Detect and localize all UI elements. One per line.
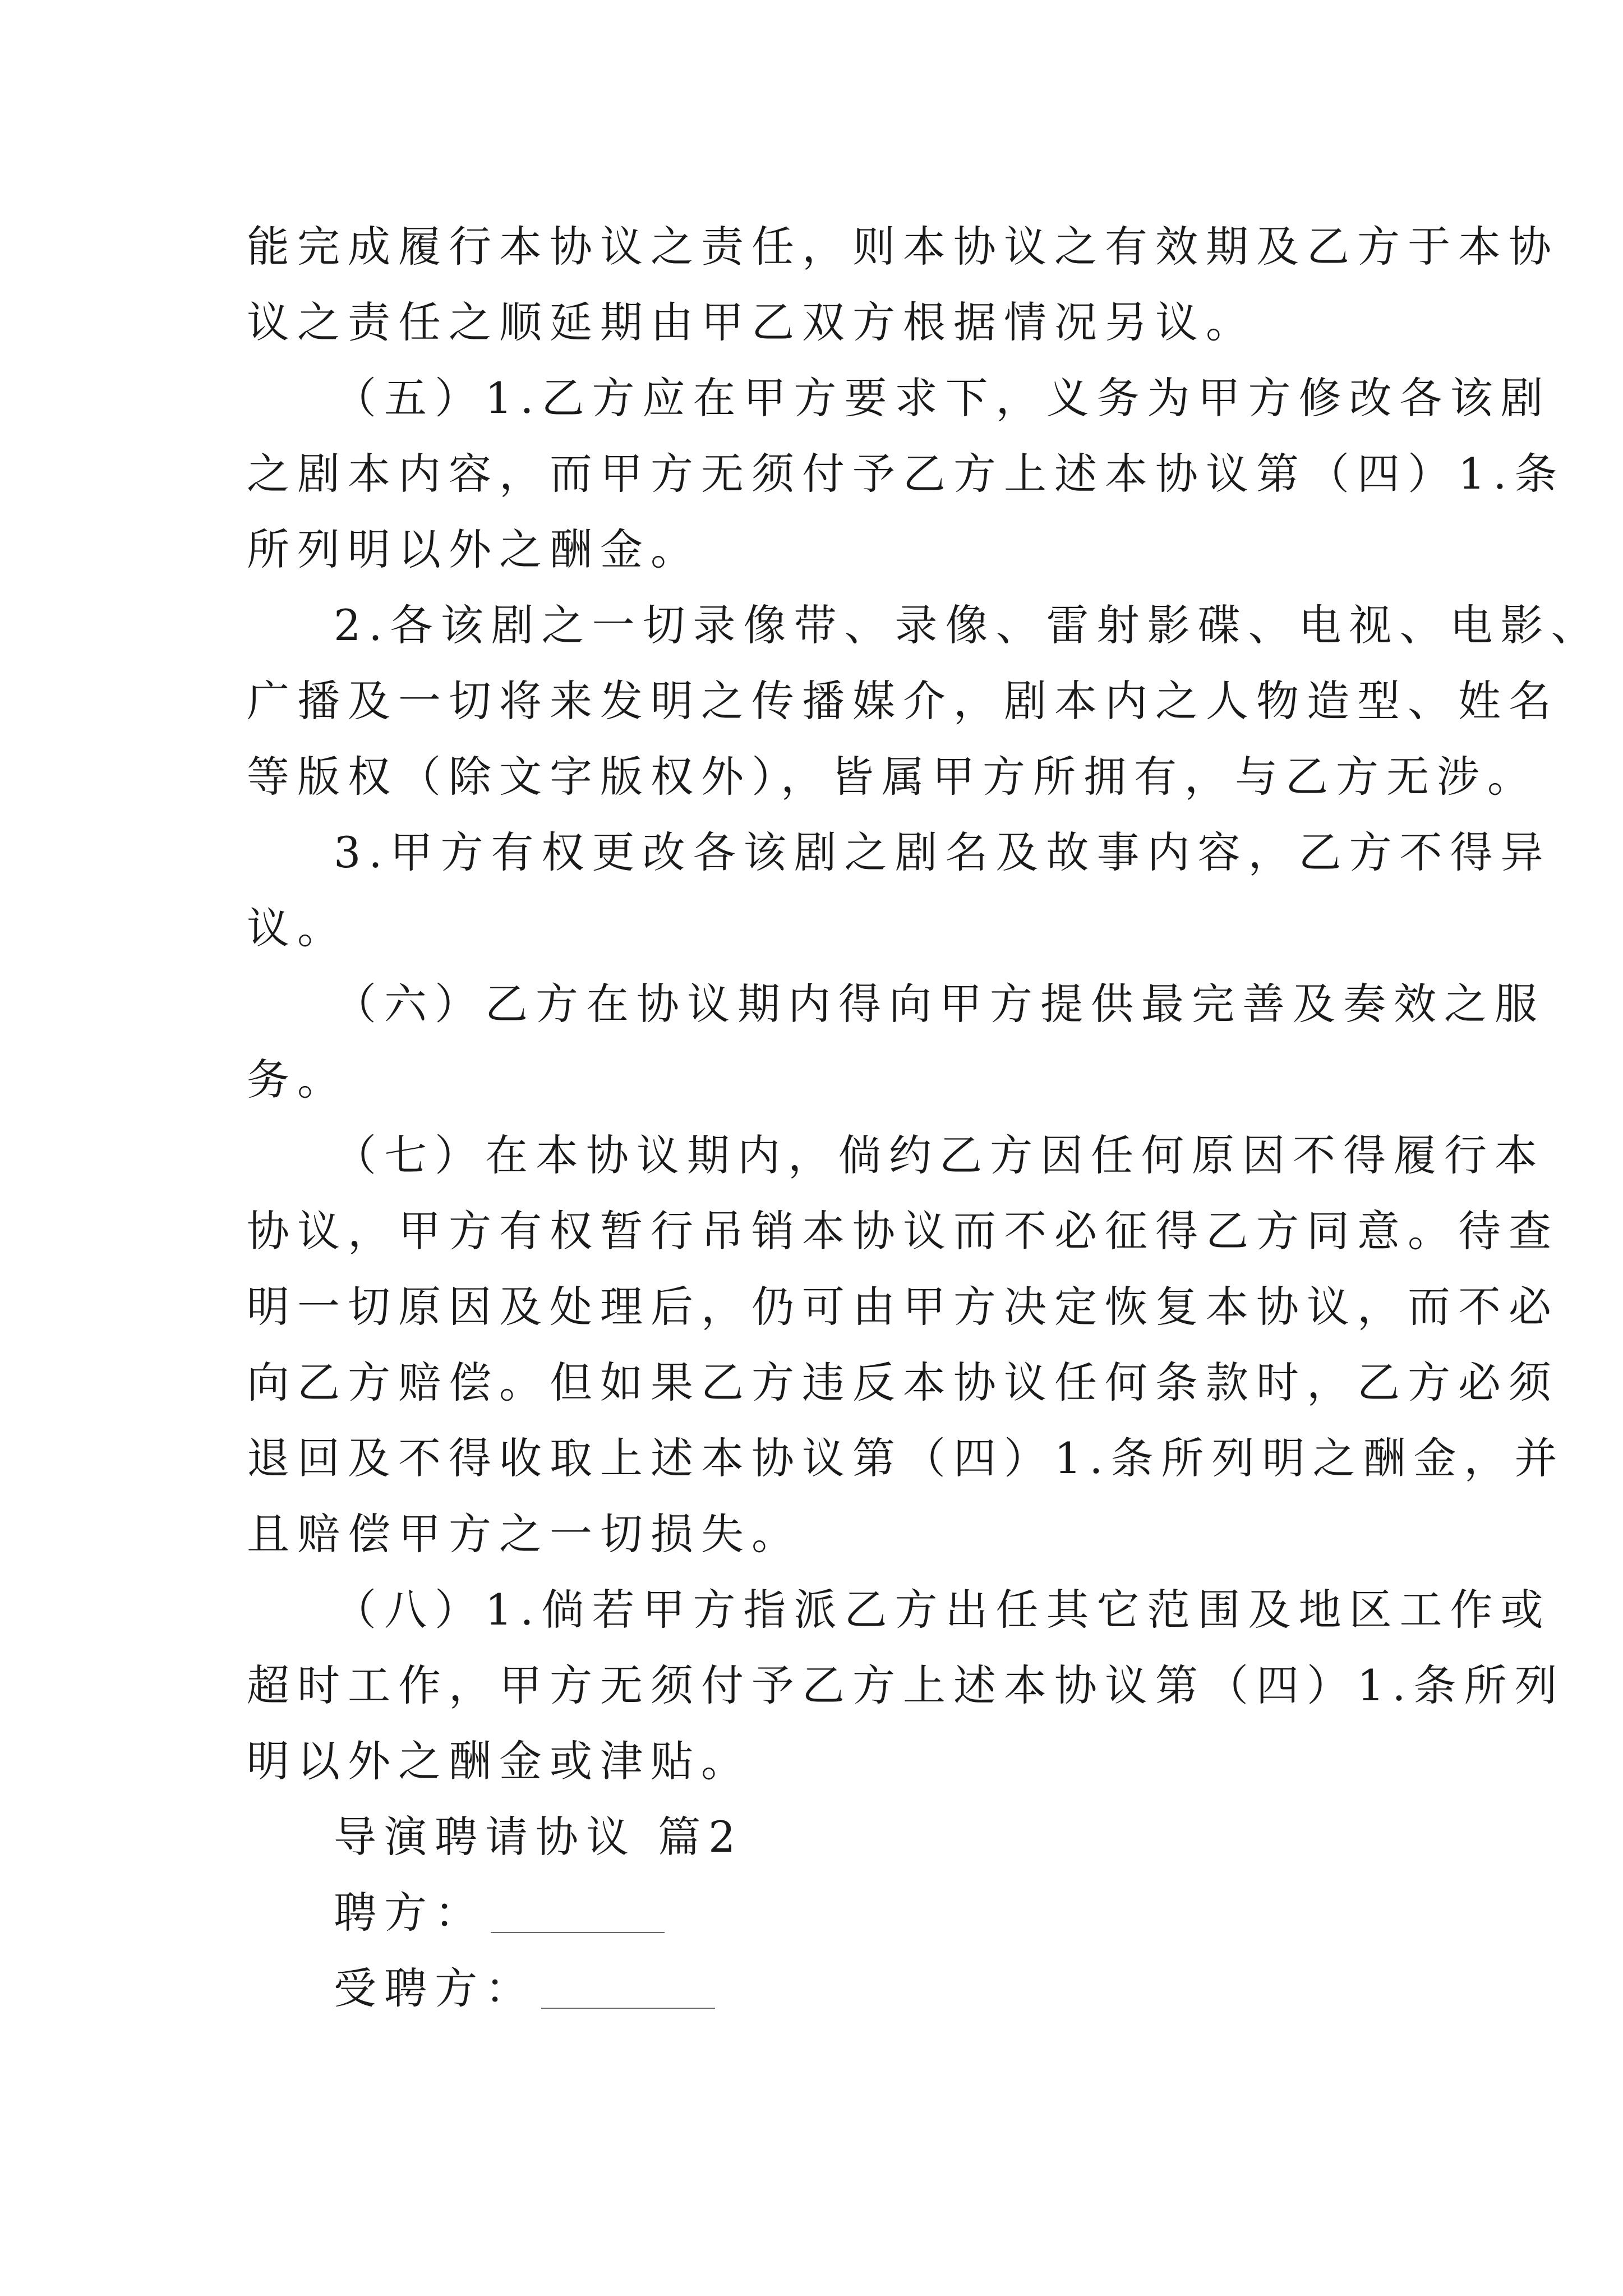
- section-heading: 导演聘请协议 篇2: [334, 1812, 744, 1862]
- text-line-20: 超时工作，甲方无须付予乙方上述本协议第（四）1.条所列: [247, 1660, 1565, 1710]
- text-line-9: 3.甲方有权更改各该剧之剧名及故事内容，乙方不得异: [334, 827, 1551, 877]
- text-line-4: 之剧本内容，而甲方无须付予乙方上述本协议第（四）1.条: [247, 449, 1565, 499]
- text-line-6: 2.各该剧之一切录像带、录像、雷射影碟、电视、电影、: [334, 600, 1602, 650]
- text-line-12: 务。: [247, 1055, 348, 1105]
- text-line-7: 广播及一切将来发明之传播媒介，剧本内之人物造型、姓名: [247, 676, 1559, 726]
- text-line-8: 等版权（除文字版权外），皆属甲方所拥有，与乙方无涉。: [247, 752, 1538, 802]
- text-line-15: 明一切原因及处理后，仍可由甲方决定恢复本协议，而不必: [247, 1282, 1559, 1332]
- employer-label: 聘方：: [334, 1888, 485, 1938]
- employer-field: [334, 1882, 665, 1944]
- text-line-13: （七）在本协议期内，倘约乙方因任何原因不得履行本: [334, 1130, 1545, 1180]
- text-line-19: （八）1.倘若甲方指派乙方出任其它范围及地区工作或: [334, 1585, 1551, 1635]
- text-line-1: 能完成履行本协议之责任，则本协议之有效期及乙方于本协: [247, 222, 1559, 272]
- text-line-2: 议之责任之顺延期由甲乙双方根据情况另议。: [247, 297, 1256, 347]
- employee-blank: [541, 1968, 715, 2009]
- text-line-18: 且赔偿甲方之一切损失。: [247, 1509, 802, 1559]
- text-line-17: 退回及不得收取上述本协议第（四）1.条所列明之酬金，并: [247, 1433, 1565, 1483]
- text-line-16: 向乙方赔偿。但如果乙方违反本协议任何条款时，乙方必须: [247, 1358, 1559, 1407]
- employee-field: [334, 1958, 715, 2019]
- employer-blank: [491, 1893, 665, 1933]
- text-line-5: 所列明以外之酬金。: [247, 524, 701, 574]
- text-line-3: （五）1.乙方应在甲方要求下，义务为甲方修改各该剧: [334, 373, 1551, 423]
- employee-label: 受聘方：: [334, 1963, 536, 2013]
- text-line-14: 协议，甲方有权暂行吊销本协议而不必征得乙方同意。待查: [247, 1206, 1559, 1256]
- text-line-11: （六）乙方在协议期内得向甲方提供最完善及奏效之服: [334, 979, 1545, 1029]
- text-line-21: 明以外之酬金或津贴。: [247, 1736, 751, 1786]
- text-line-10: 议。: [247, 903, 348, 953]
